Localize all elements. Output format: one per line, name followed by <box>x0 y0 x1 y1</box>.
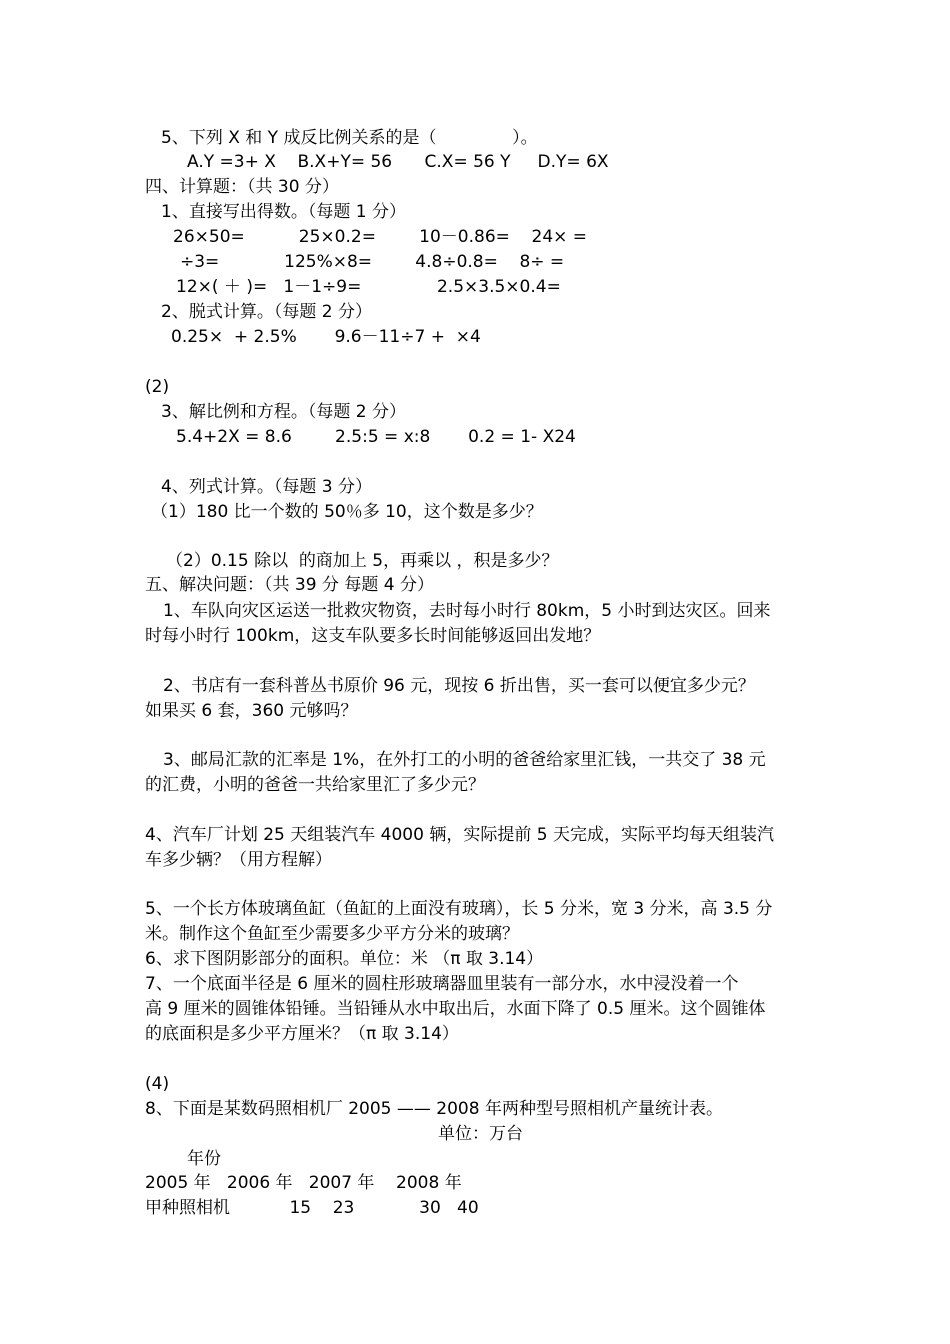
problem-1-line-1: 1、车队向灾区运送一批救灾物资，去时每小时行 80km，5 小时到达灾区。回来 <box>163 601 771 621</box>
problem-4-line-2: 车多少辆？（用方程解） <box>145 850 332 870</box>
section-4-part-2-heading: 2、脱式计算。（每题 2 分） <box>161 302 372 322</box>
problem-1-line-2: 时每小时行 100km，这支车队要多长时间能够返回出发地？ <box>145 626 601 646</box>
section-4-part-3-heading: 3、解比例和方程。（每题 2 分） <box>161 402 406 422</box>
page-marker-4: (4) <box>145 1074 170 1094</box>
table-year-label: 年份 <box>187 1149 221 1169</box>
problem-3-line-1: 3、邮局汇款的汇率是 1%，在外打工的小明的爸爸给家里汇钱，一共交了 38 元 <box>163 750 766 770</box>
problem-2-line-1: 2、书店有一套科普丛书原价 96 元，现按 6 折出售，买一套可以便宜多少元？ <box>163 676 755 696</box>
problem-7-line-3: 的底面积是多少平方厘米？（π 取 3.14） <box>145 1024 459 1044</box>
table-camera-a-row: 甲种照相机 15 23 30 40 <box>145 1198 479 1218</box>
problem-7-line-2: 高 9 厘米的圆锥体铅锤。当铅锤从水中取出后，水面下降了 0.5 厘米。这个圆锥体 <box>145 999 766 1019</box>
problem-2-line-2: 如果买 6 套，360 元够吗？ <box>145 701 358 721</box>
problem-4-line-1: 4、汽车厂计划 25 天组装汽车 4000 辆，实际提前 5 天完成，实际平均每天组装汽 <box>145 825 774 845</box>
section-4-part-1-heading: 1、直接写出得数。（每题 1 分） <box>161 202 406 222</box>
mental-math-row-1: 26×50= 25×0.2= 10－0.86= 24× = <box>173 227 588 247</box>
section-4-part-4-heading: 4、列式计算。（每题 3 分） <box>161 477 372 497</box>
equations-row: 5.4+2X = 8.6 2.5:5 = x:8 0.2 = 1- X24 <box>176 427 576 447</box>
problem-3-line-2: 的汇费，小明的爸爸一共给家里汇了多少元？ <box>145 775 485 795</box>
problem-6: 6、求下图阴影部分的面积。单位：米 （π 取 3.14） <box>145 949 544 969</box>
question-5: 5、下列 X 和 Y 成反比例关系的是（ ）。 <box>161 128 538 148</box>
mental-math-row-3: 12×( ＋ )= 1－1÷9= 2.5×3.5×0.4= <box>176 277 561 297</box>
word-calc-2: （2）0.15 除以 的商加上 5，再乘以 ，积是多少？ <box>166 551 559 571</box>
section-4-heading: 四、计算题：（共 30 分） <box>145 177 339 197</box>
step-calculation-row: 0.25× + 2.5% 9.6－11÷7 + ×4 <box>171 327 481 347</box>
problem-5-line-2: 米。制作这个鱼缸至少需要多少平方分米的玻璃？ <box>145 924 519 944</box>
table-unit-label: 单位：万台 <box>438 1124 523 1144</box>
problem-7-line-1: 7、一个底面半径是 6 厘米的圆柱形玻璃器皿里装有一部分水，水中浸没着一个 <box>145 974 739 994</box>
page-marker-2: (2) <box>145 377 170 397</box>
section-5-heading: 五、解决问题：（共 39 分 每题 4 分） <box>145 575 434 595</box>
table-years-row: 2005 年 2006 年 2007 年 2008 年 <box>145 1173 462 1193</box>
problem-5-line-1: 5、一个长方体玻璃鱼缸（鱼缸的上面没有玻璃），长 5 分米，宽 3 分米，高 3.5 分 <box>145 899 773 919</box>
word-calc-1: （1）180 比一个数的 50％多 10，这个数是多少？ <box>151 502 543 522</box>
mental-math-row-2: ÷3= 125%×8= 4.8÷0.8= 8÷ = <box>180 252 565 272</box>
question-5-options: A.Y =3+ X B.X+Y= 56 C.X= 56 Y D.Y= 6X <box>187 152 609 172</box>
problem-8: 8、下面是某数码照相机厂 2005 —— 2008 年两种型号照相机产量统计表。 <box>145 1099 723 1119</box>
